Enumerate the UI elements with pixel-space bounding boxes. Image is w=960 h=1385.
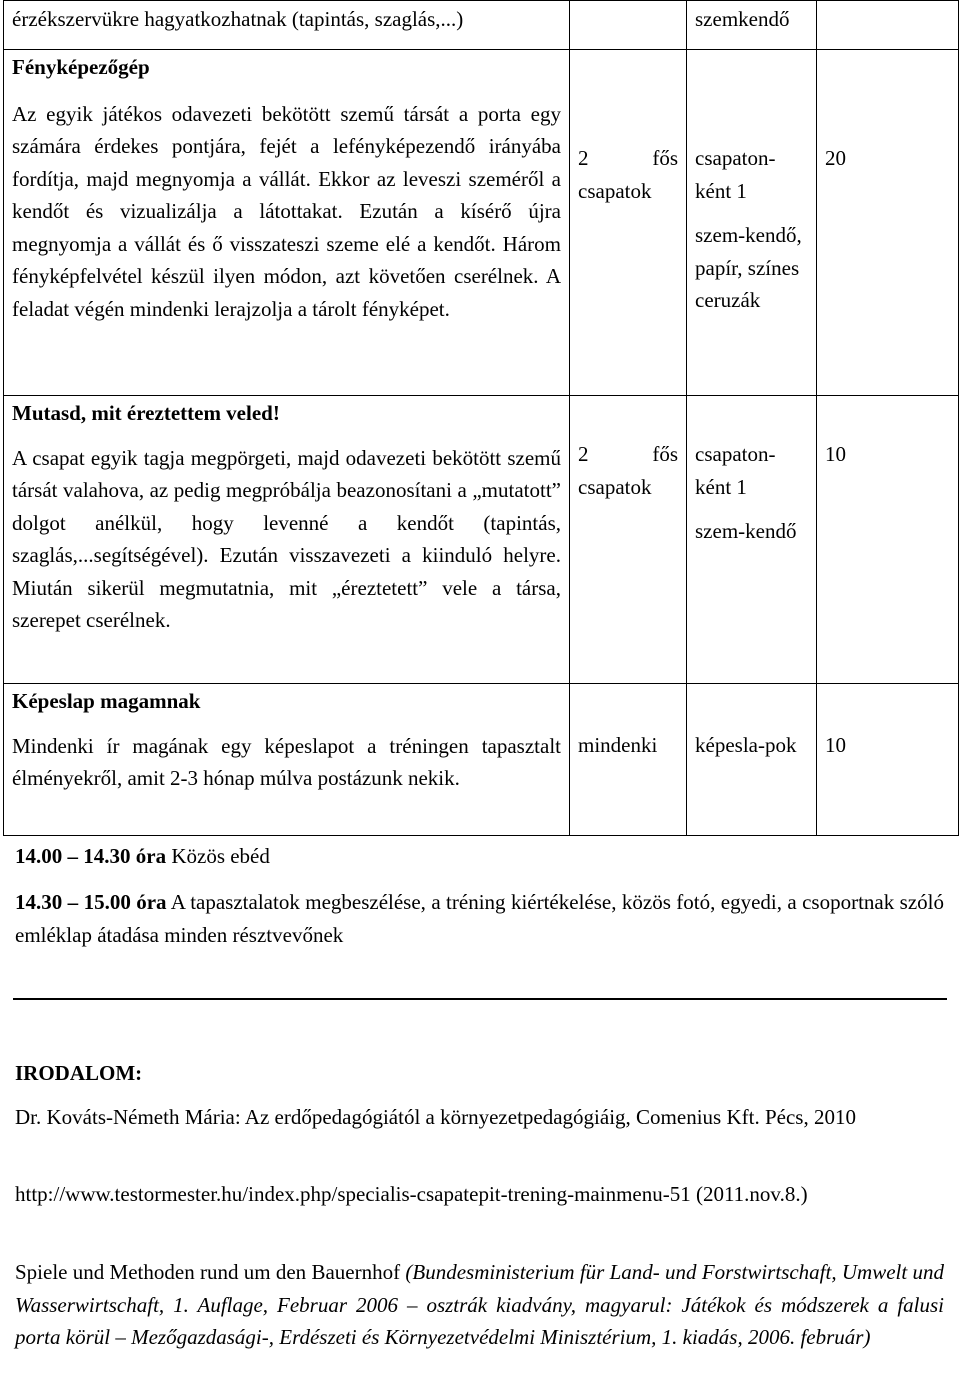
literature-ref-3: [15, 1256, 944, 1354]
time-cell: [817, 1, 959, 50]
group-cell: [570, 50, 687, 396]
table-row: [4, 50, 959, 396]
activity-description: A csapat egyik tagja megpörgeti, majd odavezeti bekötött szemű társát valahova, az pedig megpróbálja beazonosítani a „mutatott” dolgot anélkül, hogy levenné a kendőt (tapintás, szaglás,...segítségével). Ezután visszavezeti a kiinduló helyre. Miután sikerül megmutatnia, mit „éreztetett” vele a társa, szerepet cserélnek.: [12, 445, 561, 632]
materials-text: szemkendő: [695, 7, 790, 31]
time-minutes: 20: [825, 146, 846, 170]
group-cell: [570, 1, 687, 50]
literature-heading: IRODALOM:: [15, 1061, 143, 1085]
activity-table: [3, 0, 959, 836]
group-size: 2 fős csapatok: [578, 442, 678, 499]
lunch-text: Közös ebéd: [166, 844, 270, 868]
literature-ref-3-publisher: (Bundesministerium für Land- und Forstwirtschaft, Umwelt und Wasserwirtschaft, 1. Auflage, Februar 2006 – osztrák kiadvány, magyarul: Játékok és módszerek a falusi porta körül – Mezőgazdasági-, Erdészeti és Környezetvédelmi Minisztérium, 1. kiadás, 2006. február): [15, 1260, 944, 1349]
closing-text: A tapasztalatok megbeszélése, a tréning kiértékelése, közös fotó, egyedi, a csoportnak szóló emléklap átadása minden résztvevőnek: [15, 890, 944, 947]
time-cell: [817, 50, 959, 396]
materials-cell: [687, 396, 817, 684]
table-row: [4, 684, 959, 836]
activity-description-cell: [4, 50, 570, 396]
activity-description: Az egyik játékos odavezeti bekötött szemű társát a porta egy számára érdekes pontjára, fejét a lefényképezendő irányába fordítja, majd megnyomja a vállát. Ekkor az leveszi szeméről a kendőt és vizualizálja a látottakat. Ezután a kísérő újra megnyomja a vállát és ő visszateszi szeme elé a kendőt. Három fényképfelvétel készül ilyen módon, azt követően cserélnek. A feladat végén mindenki lerajzolja a tárolt fényképet.: [12, 101, 561, 321]
activity-title: Képeslap magamnak: [12, 689, 201, 713]
activity-description-cell: [4, 1, 570, 50]
closing-block: [15, 886, 944, 951]
materials-cell: [687, 684, 817, 836]
time-minutes: 10: [825, 733, 846, 757]
materials-list: képesla-pok: [695, 733, 797, 757]
materials-cell: [687, 1, 817, 50]
activity-description: érzékszervükre hagyatkozhatnak (tapintás, szaglás,...): [12, 7, 464, 31]
materials-cell: [687, 50, 817, 396]
materials-list: szem-kendő, papír, színes ceruzák: [695, 223, 802, 312]
time-cell: [817, 396, 959, 684]
group-size: 2 fős csapatok: [578, 146, 678, 203]
literature-ref-1: Dr. Kováts-Németh Mária: Az erdőpedagógiától a környezetpedagógiáig, Comenius Kft. Pécs, 2010: [15, 1105, 856, 1129]
group-cell: [570, 396, 687, 684]
literature-ref-3-title: Spiele und Methoden rund um den Bauernhof: [15, 1260, 406, 1284]
group-cell: [570, 684, 687, 836]
activity-title: Mutasd, mit éreztettem veled!: [12, 401, 280, 425]
table-row: [4, 1, 959, 50]
activity-title: Fényképezőgép: [12, 55, 150, 79]
horizontal-rule: [13, 998, 947, 1000]
activity-description: Mindenki ír magának egy képeslapot a tréningen tapasztalt élményekről, amit 2-3 hónap múlva postázunk nekik.: [12, 733, 561, 790]
materials-per-team: csapaton-ként 1: [695, 442, 776, 499]
lunch-time: 14.00 – 14.30 óra: [15, 844, 167, 868]
literature-ref-2: http://www.testormester.hu/index.php/specialis-csapatepit-trening-mainmenu-51 (2011.nov.8.): [15, 1182, 808, 1206]
activity-description-cell: [4, 684, 570, 836]
time-cell: [817, 684, 959, 836]
materials-list: szem-kendő: [695, 519, 797, 543]
materials-per-team: csapaton-ként 1: [695, 146, 776, 203]
table-row: [4, 396, 959, 684]
lunch-line: [15, 840, 944, 873]
time-minutes: 10: [825, 442, 846, 466]
group-size: mindenki: [578, 733, 658, 757]
closing-time: 14.30 – 15.00 óra: [15, 890, 167, 914]
activity-description-cell: [4, 396, 570, 684]
